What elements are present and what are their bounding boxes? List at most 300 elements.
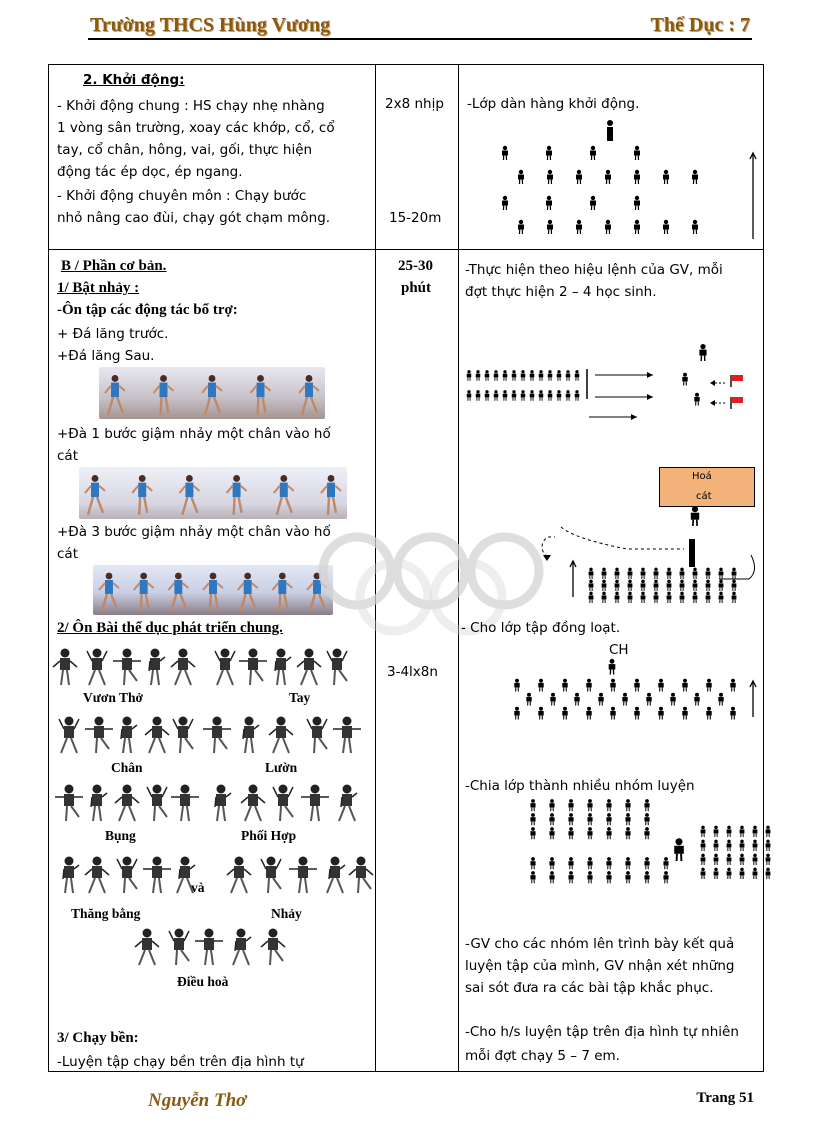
exercise-student (538, 679, 543, 692)
group-student (701, 854, 706, 865)
jumper-in-line (680, 568, 685, 579)
exercise-figure (301, 785, 329, 822)
lesson-table (48, 64, 764, 1072)
exercise-student (538, 707, 543, 720)
exercise-figure (171, 785, 199, 822)
jumper-in-line (641, 568, 646, 579)
jumper-in-line (566, 390, 571, 401)
jumper-in-line (566, 370, 571, 381)
group-student (753, 826, 758, 837)
subject-name: Thể Dục : 7 (650, 14, 750, 36)
exercise-student (562, 679, 567, 692)
exercise-figure (269, 717, 293, 754)
group-student (701, 868, 706, 879)
label-phoi-hop: Phối Hợp (241, 828, 297, 843)
group-student (663, 857, 668, 869)
group-student (587, 799, 592, 811)
warmup-special-line: nhỏ nâng cao đùi, chạy gót chạm mông. (57, 210, 331, 226)
jumper-in-line (732, 592, 737, 603)
warmup-student (663, 220, 669, 234)
jumper-in-line (503, 370, 508, 381)
warmup-formation-diagram (459, 115, 765, 245)
exercise-figure (91, 785, 107, 822)
jumper-in-line (476, 370, 481, 381)
exercise-student (730, 679, 735, 692)
group-student (701, 826, 706, 837)
jumper-in-line (693, 568, 698, 579)
group-student (727, 840, 732, 851)
warmup-student (634, 220, 640, 234)
three-step-jump-photo (93, 565, 333, 615)
exercise-figure (87, 649, 107, 686)
olympic-rings-watermark (307, 531, 557, 631)
group-student (625, 813, 630, 825)
exercise-student (622, 693, 627, 706)
athlete-silhouette (168, 573, 188, 611)
athlete-silhouette (154, 375, 174, 415)
athlete-silhouette (272, 573, 292, 611)
jumper-in-line (530, 390, 535, 401)
warmup-student (518, 220, 524, 234)
review-line: sai sót đưa ra các bài tập khắc phục. (465, 980, 714, 996)
teacher-figure (609, 659, 616, 675)
group-student (530, 813, 535, 825)
warmup-student (605, 220, 611, 234)
jumper-in-line (719, 580, 724, 591)
group-student (530, 871, 535, 883)
school-name: Trường THCS Hùng Vương (90, 14, 331, 36)
warmup-student (546, 146, 552, 160)
athlete-silhouette (179, 475, 199, 515)
jumper-in-line (641, 592, 646, 603)
athlete-silhouette (134, 573, 154, 611)
jumper-in-line (485, 370, 490, 381)
exercise-figure (215, 649, 235, 686)
exercise-figure (241, 785, 265, 822)
jumper-in-line (530, 370, 535, 381)
jumper-in-line (503, 390, 508, 401)
jumper-in-line (548, 370, 553, 381)
warmup-arrow (750, 153, 756, 239)
exercise-figure (243, 717, 259, 754)
athlete-silhouette (203, 573, 223, 611)
group-student (663, 871, 668, 883)
group-student (568, 799, 573, 811)
exercise-student (574, 693, 579, 706)
athlete-silhouette (99, 573, 119, 611)
group-student (644, 871, 649, 883)
group-student (568, 827, 573, 839)
jumper-in-line (476, 390, 481, 401)
group-student (644, 857, 649, 869)
warmup-general-line: 1 vòng sân trường, xoay các khớp, cổ, cổ (57, 120, 335, 136)
group-student (644, 827, 649, 839)
warmup-student (546, 196, 552, 210)
exercise-figure (55, 785, 83, 822)
jumper-in-line (719, 592, 724, 603)
exercise-student (682, 679, 687, 692)
exercise-figure (339, 785, 357, 822)
exercise-figure (173, 717, 193, 754)
exercise-student (562, 707, 567, 720)
warmup-student (590, 196, 596, 210)
exercise-dose: 3-4lx8n (387, 664, 438, 680)
group-student (625, 799, 630, 811)
exercise-figure (203, 717, 231, 754)
teacher-figure (607, 120, 613, 141)
jumper-in-line (719, 568, 724, 579)
group-student (644, 813, 649, 825)
group-student (549, 813, 554, 825)
jumper-in-line (667, 592, 672, 603)
warmup-student (663, 170, 669, 184)
exercise-student (670, 693, 675, 706)
group-student (549, 799, 554, 811)
exercise-arrow (750, 681, 756, 717)
jumper-in-line (628, 568, 633, 579)
warmup-student (502, 146, 508, 160)
jumper-in-line (615, 568, 620, 579)
exercise-figure (53, 649, 77, 686)
exercise-figure (261, 857, 281, 894)
label-va: và (191, 880, 205, 895)
run-title (57, 1027, 139, 1049)
exercise-student (706, 707, 711, 720)
exercise-title-prefix: 2/ Ôn (57, 620, 97, 636)
exercise-figure (261, 929, 285, 966)
jumper-in-line (512, 370, 517, 381)
run-line: -Luyện tập chạy bền trên địa hình tự (57, 1054, 304, 1070)
group-student (625, 857, 630, 869)
exercise-student (610, 679, 615, 692)
jumper-running (682, 373, 687, 386)
author-signature: Nguyễn Thơ (148, 1090, 247, 1111)
group-student (740, 840, 745, 851)
teacher-figure (674, 838, 684, 861)
athlete-silhouette (321, 475, 341, 515)
group-student (530, 799, 535, 811)
group-student (606, 813, 611, 825)
label-thang-bang: Thăng bằng (71, 906, 141, 921)
group-student (766, 868, 771, 879)
jumper-in-line (557, 370, 562, 381)
exercise-student (586, 707, 591, 720)
warmup-student (605, 170, 611, 184)
run-title-text: 3/ Chạy bền: (57, 1030, 139, 1046)
group-student (740, 826, 745, 837)
exercise-student (682, 707, 687, 720)
exercise-figure (59, 717, 79, 754)
group-student (753, 854, 758, 865)
group-student (549, 827, 554, 839)
jumper-in-line (732, 580, 737, 591)
label-bung: Bụng (105, 828, 136, 843)
group-student (530, 857, 535, 869)
exercise-figure (227, 857, 251, 894)
group-student (753, 868, 758, 879)
jumper-in-line (575, 370, 580, 381)
jump-organization: -Thực hiện theo hiệu lệnh của GV, mỗi (465, 262, 723, 278)
exercise-figure (117, 857, 137, 894)
warmup-special-line: - Khởi động chuyên môn : Chạy bước (57, 188, 307, 204)
exercise-figure (307, 717, 327, 754)
jumper-in-line (706, 568, 711, 579)
group-student (549, 871, 554, 883)
group-student (606, 827, 611, 839)
group-student (766, 826, 771, 837)
athlete-silhouette (85, 475, 105, 515)
exercise-student (634, 707, 639, 720)
jump-item: +Đà 3 bước giậm nhảy một chân vào hố (57, 524, 331, 540)
group-student (727, 854, 732, 865)
group-formation-diagram (459, 795, 765, 895)
warmup-student (576, 170, 582, 184)
warmup-general-line: tay, cổ chân, hông, vai, gối, thực hiện (57, 142, 313, 158)
warmup-distance: 15-20m (389, 210, 442, 226)
group-student (766, 840, 771, 851)
one-step-jump-photo (79, 467, 347, 519)
jumper-in-line (654, 580, 659, 591)
label-vuon-tho: Vươn Thở (83, 690, 143, 705)
exercise-formation-diagram (459, 659, 765, 721)
label-tay: Tay (289, 690, 311, 705)
exercise-student (694, 693, 699, 706)
teacher-figure (699, 344, 706, 361)
jumper-in-line (654, 592, 659, 603)
exercise-figure (275, 649, 291, 686)
jump-item: +Đà 1 bước giậm nhảy một chân vào hố (57, 426, 331, 442)
exercise-student (598, 693, 603, 706)
review-line: luyện tập của mình, GV nhận xét những (465, 958, 735, 974)
jump-item-cont: cát (57, 448, 78, 464)
warmup-student (634, 146, 640, 160)
group-student (587, 813, 592, 825)
athlete-silhouette (274, 475, 294, 515)
exercise-student (550, 693, 555, 706)
jumper-in-line (615, 592, 620, 603)
group-student (587, 827, 592, 839)
exercise-figure (239, 649, 267, 686)
jumper-in-line (680, 592, 685, 603)
jumper-in-line (589, 580, 594, 591)
exercise-student (658, 679, 663, 692)
review-line: -GV cho các nhóm lên trình bày kết quả (465, 936, 735, 952)
jumper-in-line (512, 390, 517, 401)
jumper-in-line (485, 390, 490, 401)
label-chan: Chân (111, 760, 143, 775)
group-student (568, 871, 573, 883)
group-organization: -Chia lớp thành nhiều nhóm luyện (465, 778, 695, 794)
jump-drill-diagram (459, 335, 765, 545)
exercise-figure (135, 929, 159, 966)
jumper-in-line (615, 580, 620, 591)
group-student (740, 868, 745, 879)
instructor-label: CH (609, 642, 629, 658)
jumper-in-line (602, 568, 607, 579)
jumper-in-line (628, 592, 633, 603)
group-student (766, 854, 771, 865)
jump-item: + Đá lăng trước. (57, 326, 169, 342)
exercise-figure (121, 717, 137, 754)
label-dieu-hoa: Điều hoà (177, 974, 229, 989)
group-student (644, 799, 649, 811)
group-student (714, 854, 719, 865)
exercise-figure (171, 649, 195, 686)
basic-time-unit: phút (401, 280, 432, 296)
leg-swing-photo (99, 367, 325, 419)
exercise-student (526, 693, 531, 706)
page-number: Trang 51 (696, 1090, 754, 1106)
jumper-in-line (667, 568, 672, 579)
sand-pit-label: cát (696, 491, 712, 502)
jumper-in-line (706, 580, 711, 591)
jumper-in-line (557, 390, 562, 401)
jump-review: -Ôn tập các động tác bổ trợ: (57, 302, 238, 318)
athlete-silhouette (132, 475, 152, 515)
warmup-student (547, 220, 553, 234)
group-student (701, 840, 706, 851)
jumper-in-line (693, 580, 698, 591)
exercise-student (730, 707, 735, 720)
exercise-figure (215, 785, 231, 822)
jumper-in-line (548, 390, 553, 401)
exercise-student (514, 679, 519, 692)
group-student (587, 857, 592, 869)
jumper-in-line (680, 580, 685, 591)
jumper-running (694, 393, 699, 406)
athlete-silhouette (251, 375, 271, 415)
jumper-in-line (641, 580, 646, 591)
warmup-general-line: động tác ép dọc, ép ngang. (57, 164, 243, 180)
exercise-title (57, 617, 283, 639)
jumper-in-line (732, 568, 737, 579)
exercise-figure (233, 929, 251, 966)
teacher-figure (691, 506, 699, 526)
group-student (587, 871, 592, 883)
jumper-in-line (539, 390, 544, 401)
jumper-in-line (706, 592, 711, 603)
page-header (88, 12, 752, 40)
jumper-in-line (539, 370, 544, 381)
warmup-student (634, 196, 640, 210)
group-student (606, 871, 611, 883)
warmup-student (502, 196, 508, 210)
label-luon: Lườn (265, 760, 298, 775)
exercise-figure (149, 649, 165, 686)
group-student (568, 857, 573, 869)
athlete-silhouette (238, 573, 258, 611)
warmup-student (692, 170, 698, 184)
jumper-in-line (693, 592, 698, 603)
exercise-figure (85, 717, 113, 754)
athlete-silhouette (227, 475, 247, 515)
warmup-general-line: - Khởi động chung : HS chạy nhẹ nhàng (57, 98, 325, 114)
group-student (549, 857, 554, 869)
exercise-student (586, 679, 591, 692)
jumper-in-line (494, 390, 499, 401)
exercise-student (646, 693, 651, 706)
exercise-organization: - Cho lớp tập đồng loạt. (461, 620, 621, 636)
group-student (530, 827, 535, 839)
row-divider (49, 249, 763, 250)
warmup-dose: 2x8 nhịp (385, 96, 444, 112)
warmup-title: 2. Khởi động: (83, 72, 185, 88)
exercise-student (658, 707, 663, 720)
warmup-student (547, 170, 553, 184)
warmup-student (576, 220, 582, 234)
group-student (606, 799, 611, 811)
jumper-in-line (575, 390, 580, 401)
sand-pit (659, 467, 755, 507)
exercise-figure (147, 785, 167, 822)
exercise-student (718, 693, 723, 706)
basic-time: 25-30 (398, 258, 433, 274)
jump-item-cont: cát (57, 546, 78, 562)
exercise-figure (327, 857, 345, 894)
exercise-figure (195, 929, 223, 966)
jumper-in-line (602, 592, 607, 603)
jumper-in-line (654, 568, 659, 579)
jumper-in-line (521, 370, 526, 381)
group-student (753, 840, 758, 851)
exercise-figure (273, 785, 293, 822)
exercise-student (706, 679, 711, 692)
exercise-figure (297, 649, 321, 686)
exercise-figure (143, 857, 171, 894)
jumper-in-line (494, 370, 499, 381)
exercise-figure (85, 857, 109, 894)
exercise-figure (115, 785, 139, 822)
warmup-student (692, 220, 698, 234)
basic-section-title: B / Phần cơ bản. (61, 258, 167, 274)
exercise-student (514, 707, 519, 720)
exercise-figure (333, 717, 361, 754)
group-student (568, 813, 573, 825)
athlete-silhouette (299, 375, 319, 415)
run-organization: mỗi đợt chạy 5 – 7 em. (465, 1048, 620, 1064)
jump-title: 1/ Bật nhảy : (57, 280, 140, 296)
jumper-in-line (467, 370, 472, 381)
group-student (714, 826, 719, 837)
warmup-student (518, 170, 524, 184)
warmup-student (634, 170, 640, 184)
group-student (714, 840, 719, 851)
group-student (625, 827, 630, 839)
group-student (714, 868, 719, 879)
label-nhay: Nhảy (271, 906, 302, 921)
athlete-silhouette (202, 375, 222, 415)
exercise-figure (327, 649, 347, 686)
exercise-student (634, 679, 639, 692)
sand-pit-label: Hoá (692, 471, 712, 482)
warmup-student (590, 146, 596, 160)
jump-organization: đợt thực hiện 2 – 4 học sinh. (465, 284, 657, 300)
exercise-figure (289, 857, 317, 894)
group-student (606, 857, 611, 869)
jump-arrow (570, 561, 576, 597)
exercise-title-main: Bài thể dục phát triển chung. (96, 620, 283, 636)
jumper-in-line (589, 592, 594, 603)
exercise-figure (145, 717, 169, 754)
jumper-in-line (467, 390, 472, 401)
jumper-in-line (521, 390, 526, 401)
group-student (625, 871, 630, 883)
exercise-figure (169, 929, 189, 966)
exercise-figure (63, 857, 79, 894)
exercise-student (610, 707, 615, 720)
jumper-in-line (589, 568, 594, 579)
run-organization: -Cho h/s luyện tập trên địa hình tự nhiên (465, 1024, 739, 1040)
